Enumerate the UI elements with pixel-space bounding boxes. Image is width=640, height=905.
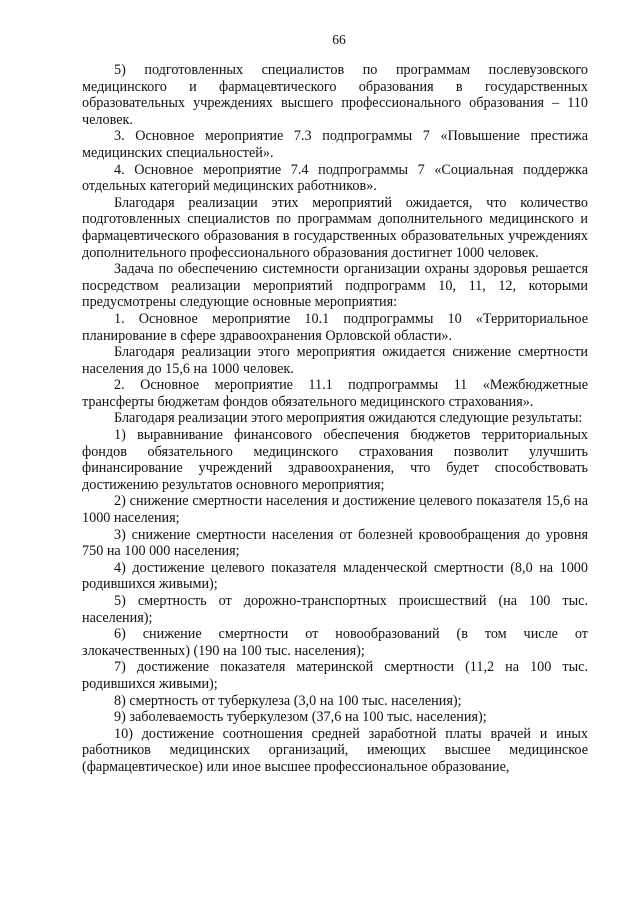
list-item: 8) смертность от туберкулеза (3,0 на 100 тыс. населения); bbox=[114, 692, 462, 709]
list-item: 7) достижение показателя материнской смертности (11,2 на 100 тыс. родившихся живыми); bbox=[82, 659, 588, 692]
page-number: 66 bbox=[332, 32, 346, 47]
list-item: 5) смертность от дорожно-транспортных происшествий (на 100 тыс. населения); bbox=[82, 593, 588, 626]
list-item: 1) выравнивание финансового обеспечения бюджетов территориальных фондов обязательного медицинского страхования позволит улучшить финансирование учреждений здравоохранения, что будет способствовать достижению результатов основного мероприятия; bbox=[82, 427, 588, 493]
paragraph: 4. Основное мероприятие 7.4 подпрограммы 7 «Социальная поддержка отдельных категорий медицинских работников». bbox=[82, 161, 588, 195]
list-item: 10) достижение соотношения средней заработной платы врачей и иных работников медицинских организаций, имеющих высшее медицинское (фармацевтическое) или иное высшее профессиональное образование, bbox=[82, 725, 588, 775]
list-item: 2) снижение смертности населения и достижение целевого показателя 15,6 на 1000 населения; bbox=[82, 493, 588, 527]
paragraph: Задача по обеспечению системности организации охраны здоровья решается посредством реализации мероприятий подпрограмм 10, 11, 12, которыми предусмотрены следующие основные мероприятия: bbox=[82, 261, 588, 311]
paragraph: 5) подготовленных специалистов по программам послевузовского медицинского и фармацевтического образования в государственных образовательных учреждениях высшего профессионального образования – 110 человек. bbox=[82, 62, 588, 128]
list-item: 6) снижение смертности от новообразований (в том числе от злокачественных) (190 на 100 тыс. населения); bbox=[82, 626, 588, 659]
paragraph: 2. Основное мероприятие 11.1 подпрограммы 11 «Межбюджетные трансферты бюджетам фондов обязательного медицинского страхования». bbox=[82, 377, 588, 410]
list-item: 3) снижение смертности населения от болезней кровообращения до уровня 750 на 100 000 населения; bbox=[82, 526, 588, 560]
body-text bbox=[82, 62, 588, 776]
paragraph: Благодаря реализации этого мероприятия ожидаются следующие результаты: bbox=[114, 410, 583, 427]
list-item: 9) заболеваемость туберкулезом (37,6 на 100 тыс. населения); bbox=[114, 709, 487, 726]
paragraph: Благодаря реализации этих мероприятий ожидается, что количество подготовленных специалистов по программам дополнительного медицинского и фармацевтического образования в государственных образовательных учреждениях дополнительного профессионального образования достигнет 1000 человек. bbox=[82, 194, 588, 261]
paragraph: 3. Основное мероприятие 7.3 подпрограммы 7 «Повышение престижа медицинских специальностей». bbox=[82, 128, 588, 161]
paragraph: 1. Основное мероприятие 10.1 подпрограммы 10 «Территориальное планирование в сфере здравоохранения Орловской области». bbox=[82, 310, 588, 344]
list-item: 4) достижение целевого показателя младенческой смертности (8,0 на 1000 родившихся живыми); bbox=[82, 559, 588, 593]
paragraph: Благодаря реализации этого мероприятия ожидается снижение смертности населения до 15,6 на 1000 человек. bbox=[82, 344, 588, 377]
